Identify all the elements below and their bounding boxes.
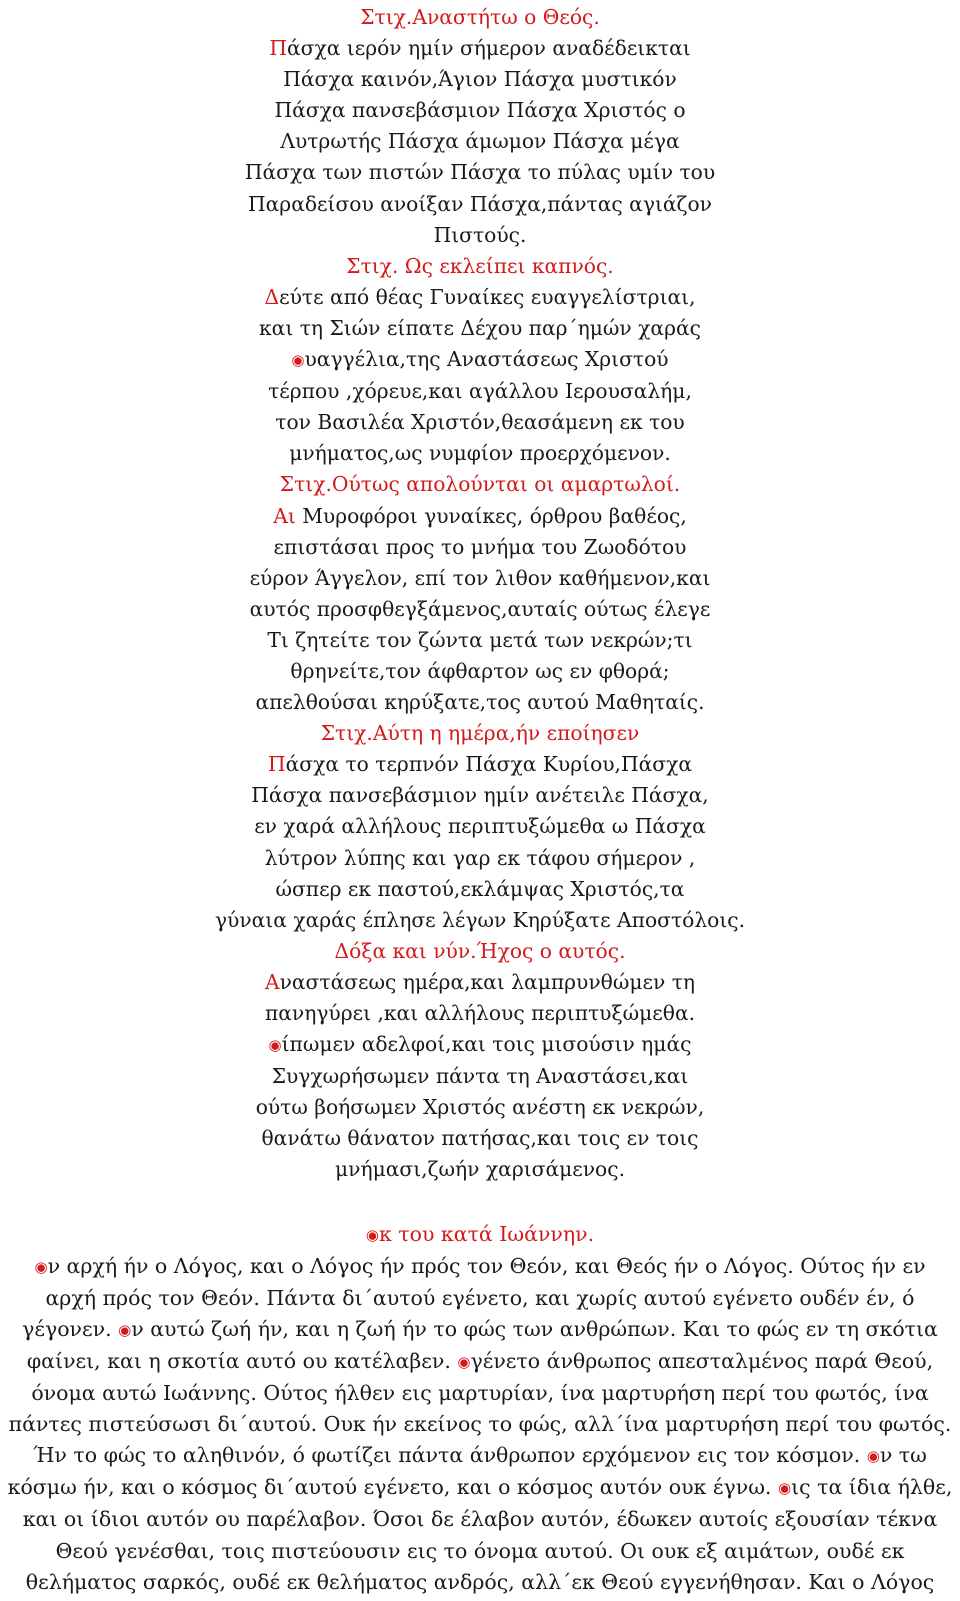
gospel-text-segment: Ήν το φώς το αληθινόν, ό φωτίζει πάντα άνθρωπον ερχόμενον εις τον κόσμον.: [33, 1443, 867, 1468]
verse-line: [0, 64, 960, 95]
verse-line: [0, 126, 960, 157]
gospel-text-segment: φαίνει, και η σκοτία αυτό ου κατέλαβεν.: [26, 1348, 458, 1373]
gospel-line: [6, 1409, 954, 1440]
verse-line: [0, 811, 960, 842]
verse-line: [0, 656, 960, 687]
verse-text: Πάσχα των πιστών Πάσχα το πύλας υμίν του: [244, 160, 716, 185]
gospel-line: [6, 1283, 954, 1314]
decorative-initial-icon: ◉: [118, 1320, 132, 1339]
verse-line: [0, 1123, 960, 1154]
verse-line: [0, 344, 960, 376]
rubric-text: Στιχ.Αναστήτω ο Θεός.: [360, 5, 600, 29]
verse-line: [0, 95, 960, 126]
verse-line: [0, 220, 960, 251]
gospel-line: [6, 1472, 954, 1504]
verse-text: εύρον Άγγελον, επί τον λιθον καθήμενον,και: [249, 565, 711, 590]
verse-line: [0, 501, 960, 532]
verse-line: [0, 157, 960, 188]
verse-line: [0, 843, 960, 874]
gospel-text-segment: κόσμω ήν, και ο κόσμος δι΄αυτού εγένετο, και ο κόσμος αυτόν ουκ έγνω.: [7, 1475, 778, 1500]
gospel-line: [6, 1378, 954, 1409]
rubric-text: Αι: [273, 503, 296, 528]
verse-line: [0, 251, 960, 282]
gospel-heading-text: κ του κατά Ιωάννην.: [378, 1221, 595, 1246]
decorative-initial-icon: ◉: [457, 1352, 471, 1371]
verse-line: [0, 563, 960, 594]
blank-line: [0, 1186, 960, 1217]
verse-text: άσχα ιερόν ημίν σήμερον αναδέδεικται: [286, 36, 691, 61]
rubric-text: Π: [269, 36, 287, 61]
verse-text: ούτω βοήσωμεν Χριστός ανέστη εκ νεκρών,: [255, 1095, 705, 1120]
rubric-text: Π: [267, 752, 286, 777]
decorative-initial-icon: ◉: [777, 1479, 792, 1498]
verse-text: άσχα το τερπνόν Πάσχα Κυρίου,Πάσχα: [285, 752, 693, 777]
verse-text: εν χαρά αλλήλους περιπτυξώμεθα ω Πάσχα: [254, 814, 706, 839]
verse-line: [0, 438, 960, 469]
verse-line: [0, 407, 960, 438]
gospel-text-segment: Θεού γενέσθαι, τοις πιστεύουσιν εις το όνομα αυτού. Οι ουκ εξ αιμάτων, ουδέ εκ: [55, 1538, 905, 1563]
verse-line: [0, 469, 960, 500]
gospel-text-segment: πάντες πιστεύσωσι δι΄αυτού. Ουκ ήν εκείνος το φώς, αλλ΄ίνα μαρτυρήση περί του φωτός.: [8, 1412, 952, 1437]
verse-line: [0, 936, 960, 967]
gospel-text-segment: γέγονεν.: [22, 1316, 119, 1341]
gospel-text-segment: και οι ίδιοι αυτόν ου παρέλαβον. Όσοι δε έλαβον αυτόν, έδωκεν αυτοίς εξουσίαν τέκνα: [22, 1507, 938, 1532]
rubric-text: Δόξα και νύν.Ήχος ο αυτός.: [334, 938, 626, 963]
verse-line: [0, 1061, 960, 1092]
decorative-initial-icon: ◉: [34, 1257, 48, 1276]
gospel-text-segment: γένετο άνθρωπος απεσταλμένος παρά Θεού,: [470, 1348, 934, 1373]
verse-line: [0, 532, 960, 563]
verse-text: Λυτρωτής Πάσχα άμωμον Πάσχα μέγα: [280, 129, 680, 154]
decorative-initial-icon: ◉: [268, 1036, 282, 1055]
verse-text: μνήμασι,ζωήν χαρισάμενος.: [335, 1157, 625, 1182]
verse-line: [0, 189, 960, 220]
decorative-initial-icon: ◉: [291, 351, 305, 370]
gospel-line: [6, 1314, 954, 1346]
verse-line: [0, 313, 960, 344]
verse-line: [0, 780, 960, 811]
gospel-line: [6, 1504, 954, 1535]
verse-text: Μυροφόροι γυναίκες, όρθρου βαθέος,: [295, 503, 687, 528]
rubric-text: Στιχ. Ως εκλείπει καπνός.: [346, 253, 614, 278]
verse-line: [0, 2, 960, 33]
gospel-line: [6, 1440, 954, 1472]
decorative-initial-icon: ◉: [866, 1447, 880, 1466]
verse-line: [0, 1154, 960, 1185]
verse-text: Τι ζητείτε τον ζώντα μετά των νεκρών;τι: [267, 627, 693, 652]
verse-text: Συγχωρήσωμεν πάντα τη Αναστάσει,και: [271, 1064, 689, 1089]
verse-line: [0, 905, 960, 936]
verse-line: [0, 967, 960, 998]
gospel-line: [6, 1567, 954, 1598]
verse-text: θρηνείτε,τον άφθαρτον ως εν φθορά;: [290, 658, 670, 683]
verse-line: [0, 594, 960, 625]
verse-line: [0, 625, 960, 656]
verse-text: ίπωμεν αδελφοί,και τοις μισούσιν ημάς: [281, 1032, 692, 1057]
verse-text: θανάτω θάνατον πατήσας,και τοις εν τοις: [261, 1126, 699, 1151]
rubric-text: Στιχ.Ούτως απολούνται οι αμαρτωλοί.: [279, 472, 681, 497]
verse-text: πανηγύρει ,και αλλήλους περιπτυξώμεθα.: [264, 1001, 696, 1025]
verse-text: και τη Σιών είπατε Δέχου παρ΄ημών χαράς: [259, 315, 701, 340]
verse-line: [0, 718, 960, 749]
gospel-text: [0, 1251, 960, 1598]
verse-text: γύναια χαράς έπλησε λέγων Κηρύξατε Αποστόλοις.: [214, 907, 746, 932]
verse-line: [0, 33, 960, 64]
verse-text: Πιστούς.: [433, 222, 527, 247]
rubric-text: Α: [264, 969, 280, 994]
verse-line: [0, 874, 960, 905]
verse-text: τέρπου ,χόρευε,και αγάλλου Ιερουσαλήμ,: [268, 379, 692, 404]
verse-text: Πάσχα πανσεβάσμιον ημίν ανέτειλε Πάσχα,: [251, 783, 709, 808]
gospel-line: [6, 1536, 954, 1567]
verse-line: [0, 1029, 960, 1061]
verse-text: ώσπερ εκ παστού,εκλάμψας Χριστός,τα: [275, 876, 685, 901]
verse-line: [0, 998, 960, 1029]
gospel-text-segment: όνομα αυτώ Ιωάννης. Ούτος ήλθεν εις μαρτυρίαν, ίνα μαρτυρήση περί του φωτός, ίνα: [31, 1381, 929, 1406]
gospel-line: [6, 1251, 954, 1283]
rubric-text: Δ: [264, 284, 280, 309]
verse-text: αυτός προσφθεγξάμενος,αυταίς ούτως έλεγε: [249, 596, 711, 621]
decorative-initial-icon: ◉: [365, 1225, 379, 1244]
gospel-line: [6, 1346, 954, 1378]
verse-text: επιστάσαι προς το μνήμα του Ζωοδότου: [273, 534, 687, 559]
gospel-text-segment: θελήματος σαρκός, ουδέ εκ θελήματος ανδρός, αλλ΄εκ Θεού εγγενήθησαν. Και ο Λόγος: [25, 1569, 935, 1594]
verse-text: λύτρον λύπης και γαρ εκ τάφου σήμερον ,: [264, 845, 696, 870]
verse-text: απελθούσαι κηρύξατε,τος αυτού Μαθηταίς.: [255, 690, 705, 715]
verse-line: [0, 749, 960, 780]
verse-text: τον Βασιλέα Χριστόν,θεασάμενη εκ του: [275, 410, 685, 435]
gospel-text-segment: ν αρχή ήν ο Λόγος, και ο Λόγος ήν πρός τον Θεόν, και Θεός ήν ο Λόγος. Ούτος ήν εν: [47, 1253, 926, 1278]
gospel-text-segment: ν τω: [879, 1443, 927, 1468]
verse-line: [0, 282, 960, 313]
verse-line: [0, 376, 960, 407]
verse-text: Πάσχα πανσεβάσμιον Πάσχα Χριστός ο: [274, 98, 686, 123]
verse-text: υαγγέλια,της Αναστάσεως Χριστού: [304, 347, 669, 372]
verse-line: [0, 1092, 960, 1123]
verse-text: εύτε από θέας Γυναίκες ευαγγελίστριαι,: [279, 284, 696, 309]
verse-line: [0, 687, 960, 718]
gospel-heading: [0, 1219, 960, 1251]
verse-text: ναστάσεως ημέρα,και λαμπρυνθώμεν τη: [279, 969, 696, 994]
verse-text: μνήματος,ως νυμφίον προερχόμενον.: [289, 441, 671, 466]
verse-text: Πάσχα καινόν,Άγιον Πάσχα μυστικόν: [283, 67, 677, 92]
gospel-text-segment: αρχή πρός τον Θεόν. Πάντα δι΄αυτού εγένετο, και χωρίς αυτού εγένετο ουδέν έν, ό: [45, 1285, 915, 1310]
gospel-text-segment: ν αυτώ ζωή ήν, και η ζωή ήν το φώς των ανθρώπων. Και το φώς εν τη σκότια: [131, 1316, 938, 1341]
rubric-text: Στιχ.Αύτη η ημέρα,ήν εποίησεν: [320, 721, 640, 746]
gospel-text-segment: ις τα ίδια ήλθε,: [791, 1475, 953, 1500]
verse-text: Παραδείσου ανοίξαν Πάσχα,πάντας αγιάζον: [248, 191, 712, 216]
